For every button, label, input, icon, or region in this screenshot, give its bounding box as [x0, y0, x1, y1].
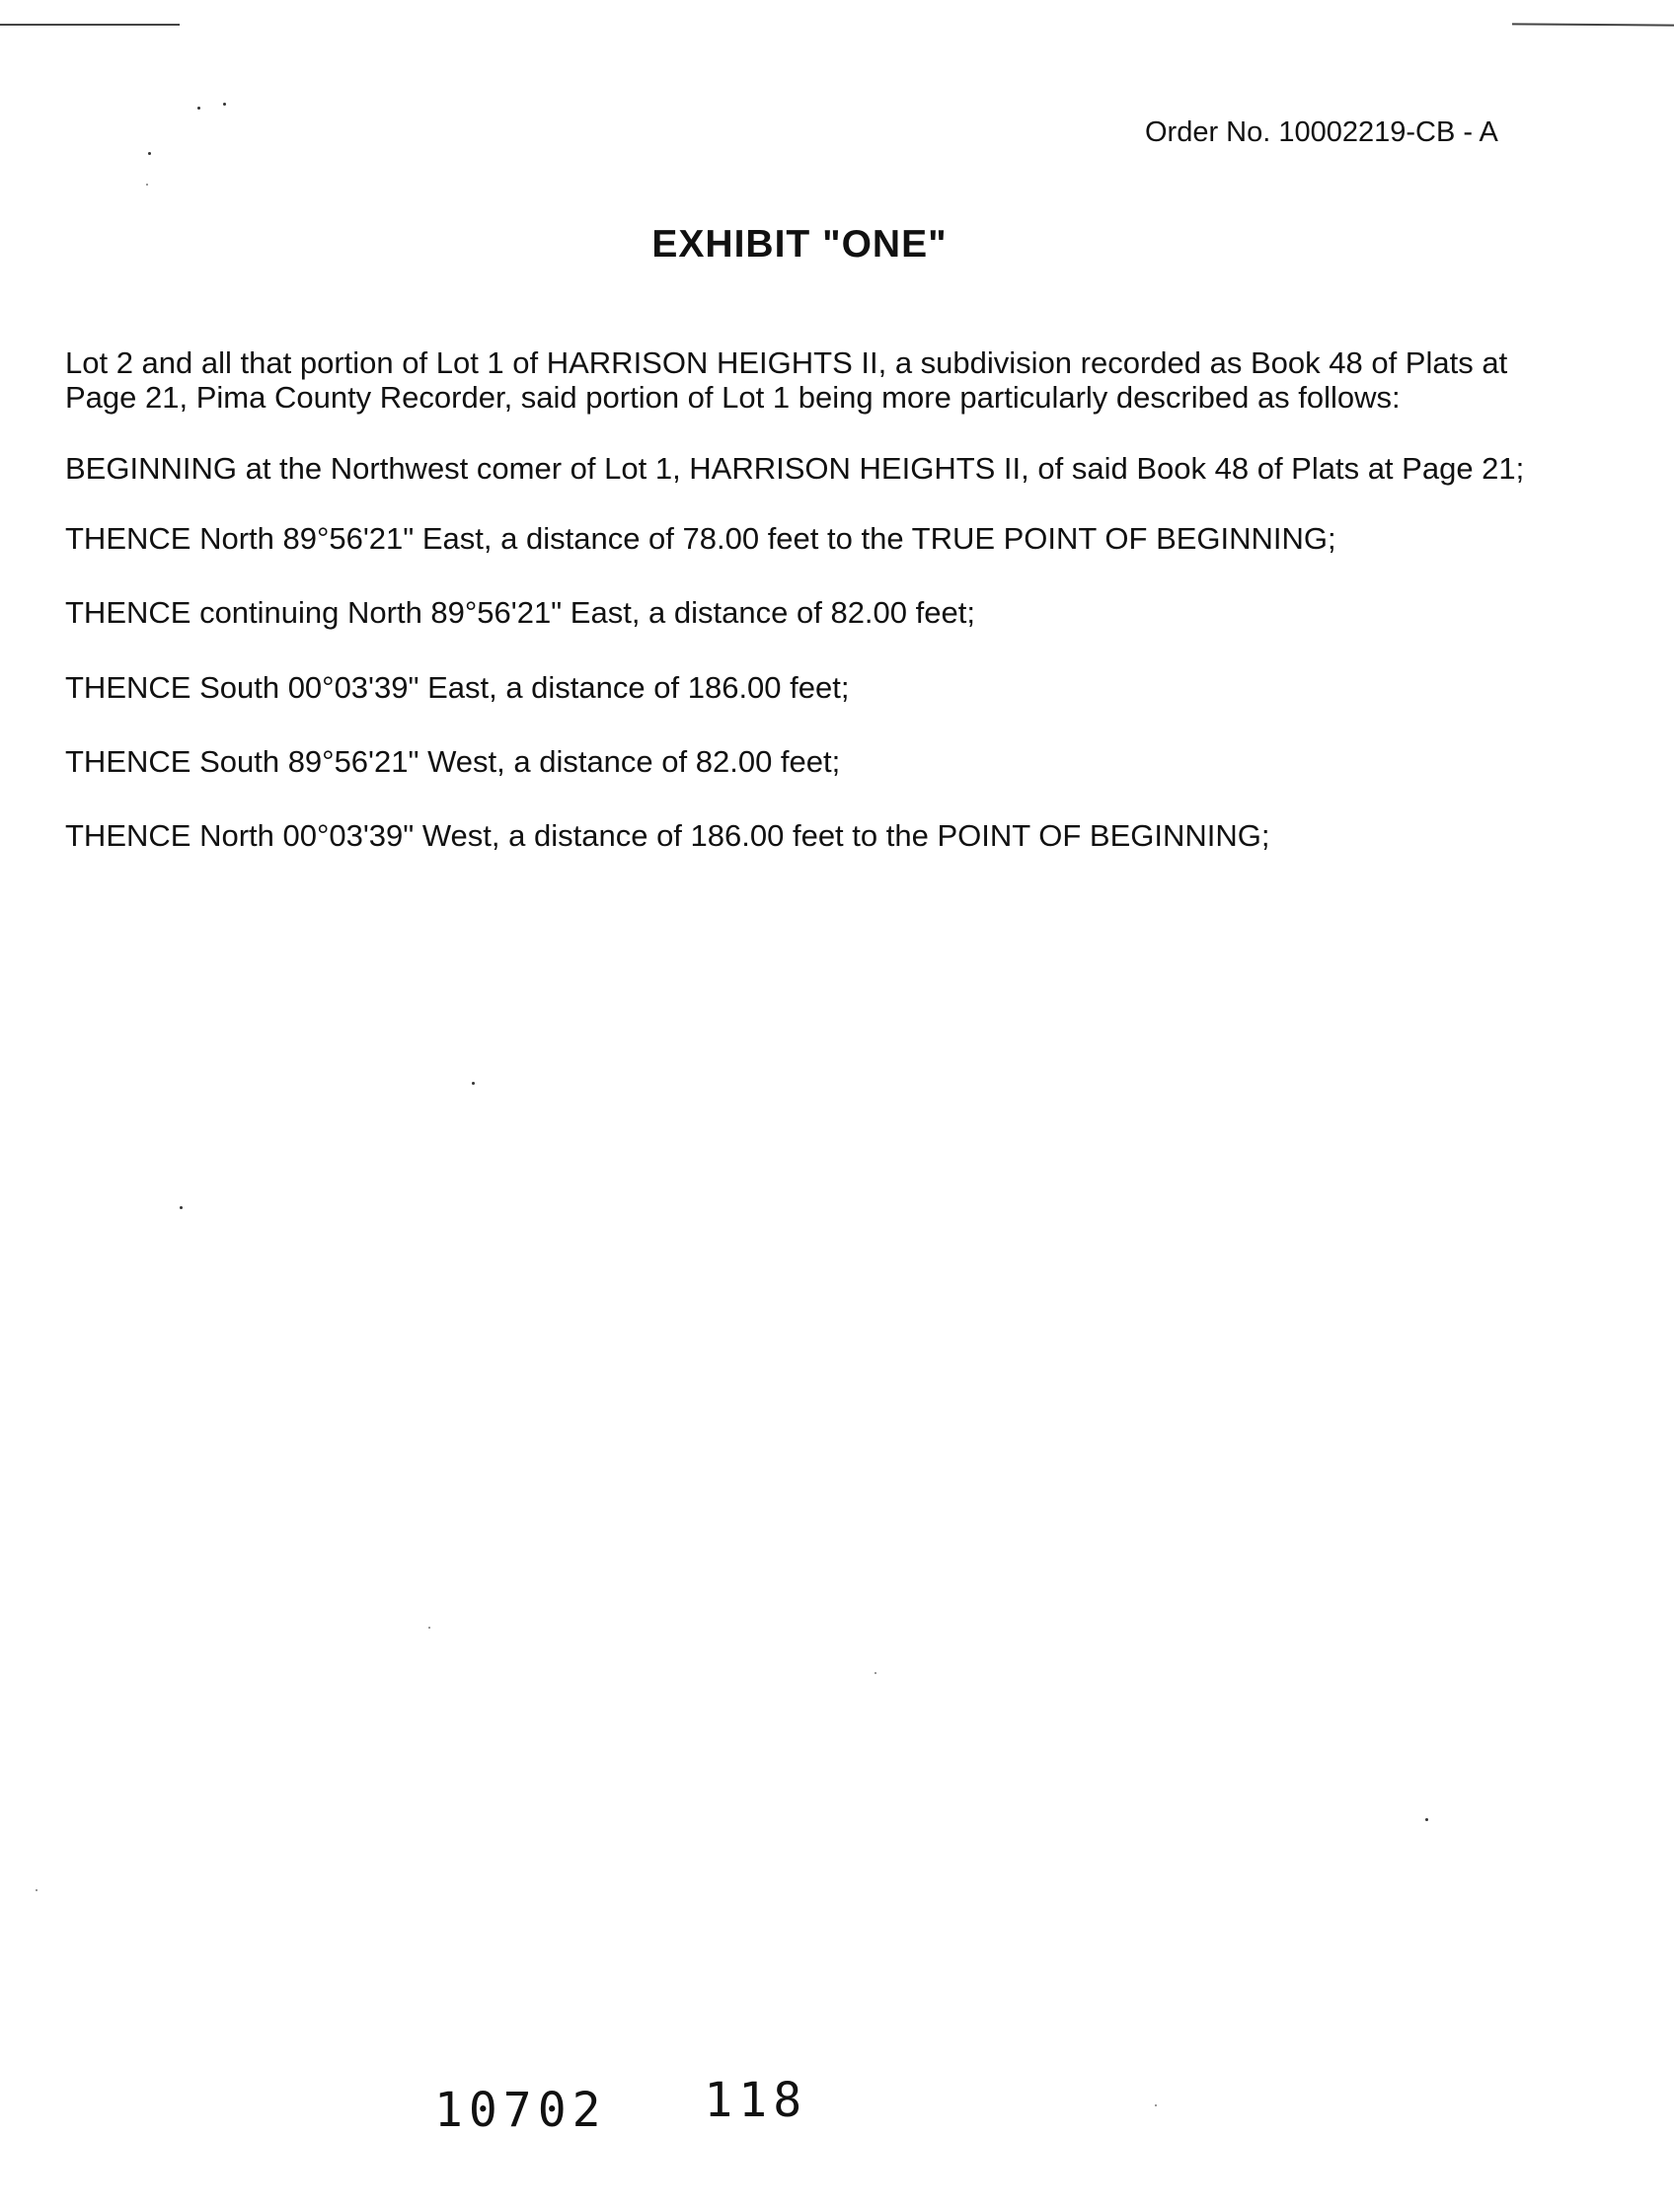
exhibit-title: EXHIBIT "ONE": [651, 223, 948, 266]
scan-speck: [180, 1206, 183, 1209]
scan-speck: [1425, 1818, 1428, 1821]
scan-speck: [197, 107, 200, 110]
scan-speck: [428, 1627, 430, 1629]
scan-speck: [36, 1889, 38, 1891]
page-number: 118: [704, 2073, 808, 2128]
scan-edge-line-left: [0, 24, 180, 26]
course-paragraph: THENCE South 89°56'21" West, a distance of 82.00 feet;: [65, 743, 841, 779]
docket-number: 10702: [434, 2083, 607, 2138]
course-paragraph: THENCE continuing North 89°56'21" East, a distance of 82.00 feet;: [65, 595, 975, 631]
lot-description-paragraph: Lot 2 and all that portion of Lot 1 of HARRISON HEIGHTS II, a subdivision recorded as Book 48 of Plats at Page 21, Pima County Recorder, said portion of Lot 1 being more particularly described as follows:: [65, 345, 1508, 416]
order-number: Order No. 10002219-CB - A: [1145, 116, 1498, 148]
scan-speck: [148, 152, 151, 155]
scan-edge-line-right: [1512, 23, 1674, 26]
scan-speck: [875, 1672, 876, 1674]
scan-speck: [472, 1082, 475, 1085]
legal-description: [65, 345, 1546, 893]
course-paragraph: THENCE North 00°03'39" West, a distance of 186.00 feet to the POINT OF BEGINNING;: [65, 818, 1270, 854]
beginning-paragraph: BEGINNING at the Northwest comer of Lot 1, HARRISON HEIGHTS II, of said Book 48 of Plats at Page 21;: [65, 450, 1525, 486]
course-paragraph: THENCE North 89°56'21" East, a distance of 78.00 feet to the TRUE POINT OF BEGINNING;: [65, 520, 1336, 556]
scan-speck: [223, 103, 226, 106]
course-paragraph: THENCE South 00°03'39" East, a distance of 186.00 feet;: [65, 669, 850, 705]
scan-speck: [146, 184, 148, 186]
scan-speck: [1155, 2104, 1157, 2106]
recording-stamp: [434, 2073, 808, 2138]
